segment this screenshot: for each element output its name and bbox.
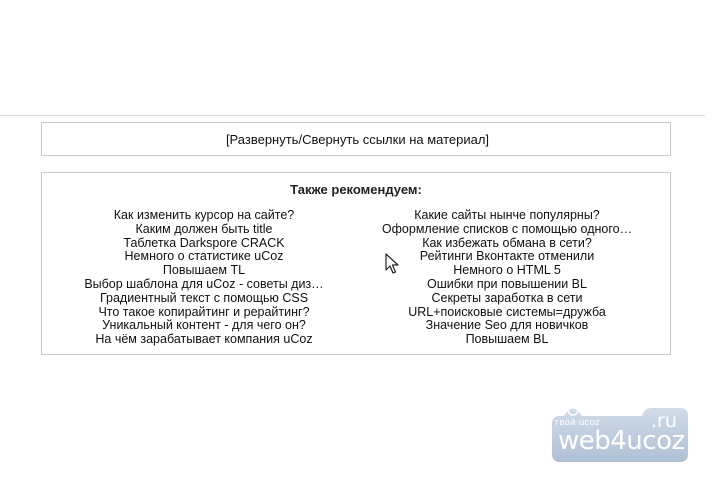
recommendation-link[interactable]: Значение Seo для новичков [425,319,589,333]
recommendation-link[interactable]: Какие сайты нынче популярны? [414,209,600,222]
logo-tagline: твой ucoz [554,418,600,428]
list-item [54,264,354,278]
recommendation-link[interactable]: Каким должен быть title [135,222,273,236]
recommendation-link[interactable]: Градиентный текст с помощью CSS [99,291,309,305]
list-item [54,209,354,223]
list-item [357,264,657,278]
list-item [54,278,354,292]
list-item [54,333,354,347]
recommendation-link[interactable]: Как изменить курсор на сайте? [113,209,295,222]
recommendations-right-column [357,209,657,347]
list-item [357,306,657,320]
recommendations-panel [41,172,671,355]
list-item [54,319,354,333]
recommendation-link[interactable]: Таблетка Darkspore CRACK [123,236,285,250]
list-item [357,250,657,264]
recommendation-link[interactable]: URL+поисковые системы=дружба [408,305,606,319]
top-divider [0,115,705,116]
list-item [54,223,354,237]
recommendation-link[interactable]: Ошибки при повышении BL [427,277,587,291]
list-item [357,319,657,333]
recommendation-link[interactable]: Секреты заработка в сети [431,291,583,305]
list-item [357,237,657,251]
recommendation-link[interactable]: Уникальный контент - для чего он? [102,319,306,333]
recommendations-title: Также рекомендуем: [290,182,422,197]
list-item [357,209,657,223]
recommendation-link[interactable]: Рейтинги Вконтакте отменили [419,250,595,264]
recommendation-link[interactable]: Выбор шаблона для uCoz - советы диз… [84,277,324,291]
recommendation-link[interactable]: Повышаем BL [465,333,549,347]
toggle-links-box [41,122,671,156]
list-item [54,306,354,320]
recommendation-link[interactable]: Оформление списков с помощью одного… [381,222,633,236]
recommendation-link[interactable]: Повышаем TL [162,264,246,278]
list-item [54,292,354,306]
list-item [357,278,657,292]
recommendation-link[interactable]: Немного о статистике uCoz [124,250,284,264]
list-item [54,250,354,264]
list-item [54,237,354,251]
list-item [357,292,657,306]
recommendation-link[interactable]: Что такое копирайтинг и рерайтинг? [98,305,310,319]
logo-name: web4ucoz [558,426,685,456]
recommendation-link[interactable]: На чём зарабатывает компания uCoz [95,333,313,347]
mouse-pointer-icon [385,253,399,275]
watermark-logo [548,398,690,464]
list-item [357,223,657,237]
toggle-links-button[interactable]: [Развернуть/Свернуть ссылки на материал] [225,131,490,147]
recommendation-link[interactable]: Как избежать обмана в сети? [422,236,592,250]
list-item [357,333,657,347]
recommendation-link[interactable]: Немного о HTML 5 [453,264,561,278]
recommendations-left-column [54,209,354,347]
logo-domain: .ru [651,410,677,432]
